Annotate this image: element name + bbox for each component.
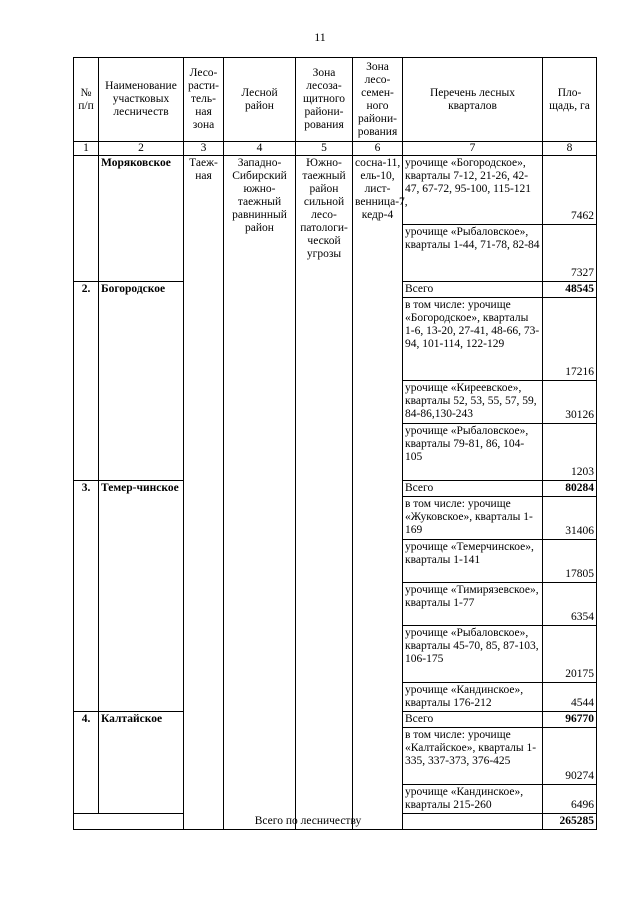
quarters-cell: урочище «Богородское», кварталы 7-12, 21-26, 42-47, 67-72, 95-100, 115-121 <box>403 156 543 225</box>
area-cell: 1203 <box>543 424 597 481</box>
header-seed-zone: Зона лесо-семен-ного райони-рования <box>353 58 403 142</box>
column-number: 8 <box>543 142 597 156</box>
column-number: 2 <box>99 142 184 156</box>
total-area: 96770 <box>543 712 597 728</box>
quarters-cell: в том числе: урочище «Богородское», кварталы 1-6, 13-20, 27-41, 48-66, 73-94, 101-114, 122-129 <box>403 298 543 381</box>
quarters-cell: урочище «Кандинское», кварталы 215-260 <box>403 785 543 814</box>
column-number: 4 <box>224 142 296 156</box>
quarters-cell: урочище «Тимирязевское», кварталы 1-77 <box>403 583 543 626</box>
forest-quarters-table <box>73 57 597 830</box>
header-area: Пло-щадь, га <box>543 58 597 142</box>
forest-district-cell: Западно-Сибирский южно-таежный равнинный район <box>224 156 296 830</box>
column-number: 6 <box>353 142 403 156</box>
row-num: 3. <box>74 481 99 712</box>
grand-total-label: Всего по лесничеству <box>74 814 543 830</box>
area-cell: 4544 <box>543 683 597 712</box>
grand-total-value: 265285 <box>543 814 597 830</box>
row-num: 2. <box>74 282 99 481</box>
column-number: 1 <box>74 142 99 156</box>
seed-zone-cell: сосна-11, ель-10, лист-венница-7, кедр-4 <box>353 156 403 830</box>
area-cell: 7327 <box>543 225 597 282</box>
total-label: Всего <box>403 712 543 728</box>
total-area: 48545 <box>543 282 597 298</box>
column-number: 7 <box>403 142 543 156</box>
district-name: Моряковское <box>99 156 184 282</box>
area-cell: 17216 <box>543 298 597 381</box>
header-protection-zone: Зона лесоза-щитного райони-рования <box>296 58 353 142</box>
total-label: Всего <box>403 481 543 497</box>
area-cell: 31406 <box>543 497 597 540</box>
header-forest-zone: Лесо-расти-тель-ная зона <box>184 58 224 142</box>
forest-zone-cell: Таеж-ная <box>184 156 224 830</box>
district-name: Темер-чинское <box>99 481 184 712</box>
header-num: № п/п <box>74 58 99 142</box>
district-name: Калтайское <box>99 712 184 814</box>
quarters-cell: урочище «Рыбаловское», кварталы 1-44, 71-78, 82-84 <box>403 225 543 282</box>
column-numbers-row <box>74 142 597 156</box>
row-num: 4. <box>74 712 99 814</box>
area-cell: 6354 <box>543 583 597 626</box>
column-number: 3 <box>184 142 224 156</box>
quarters-cell: урочище «Рыбаловское», кварталы 45-70, 85, 87-103, 106-175 <box>403 626 543 683</box>
area-cell: 30126 <box>543 381 597 424</box>
area-cell: 20175 <box>543 626 597 683</box>
row-num <box>74 156 99 282</box>
quarters-cell: урочище «Темерчинское», кварталы 1-141 <box>403 540 543 583</box>
quarters-cell: урочище «Кандинское», кварталы 176-212 <box>403 683 543 712</box>
table-row <box>74 156 597 225</box>
header-forest-district: Лесной район <box>224 58 296 142</box>
quarters-cell: урочище «Рыбаловское», кварталы 79-81, 86, 104-105 <box>403 424 543 481</box>
protection-zone-cell: Южно-таежный район сильной лесо-патологи-ческой угрозы <box>296 156 353 830</box>
total-label: Всего <box>403 282 543 298</box>
column-number: 5 <box>296 142 353 156</box>
total-area: 80284 <box>543 481 597 497</box>
header-name: Наименование участковых лесничеств <box>99 58 184 142</box>
header-quarters: Перечень лесных кварталов <box>403 58 543 142</box>
area-cell: 7462 <box>543 156 597 225</box>
header-row <box>74 58 597 142</box>
page-number: 11 <box>314 30 326 44</box>
district-name: Богородское <box>99 282 184 481</box>
quarters-cell: в том числе: урочище «Калтайское», кварталы 1-335, 337-373, 376-425 <box>403 728 543 785</box>
area-cell: 17805 <box>543 540 597 583</box>
grand-total-row <box>74 814 597 830</box>
area-cell: 90274 <box>543 728 597 785</box>
quarters-cell: в том числе: урочище «Жуковское», кварталы 1-169 <box>403 497 543 540</box>
quarters-cell: урочище «Киреевское», кварталы 52, 53, 55, 57, 59, 84-86,130-243 <box>403 381 543 424</box>
area-cell: 6496 <box>543 785 597 814</box>
